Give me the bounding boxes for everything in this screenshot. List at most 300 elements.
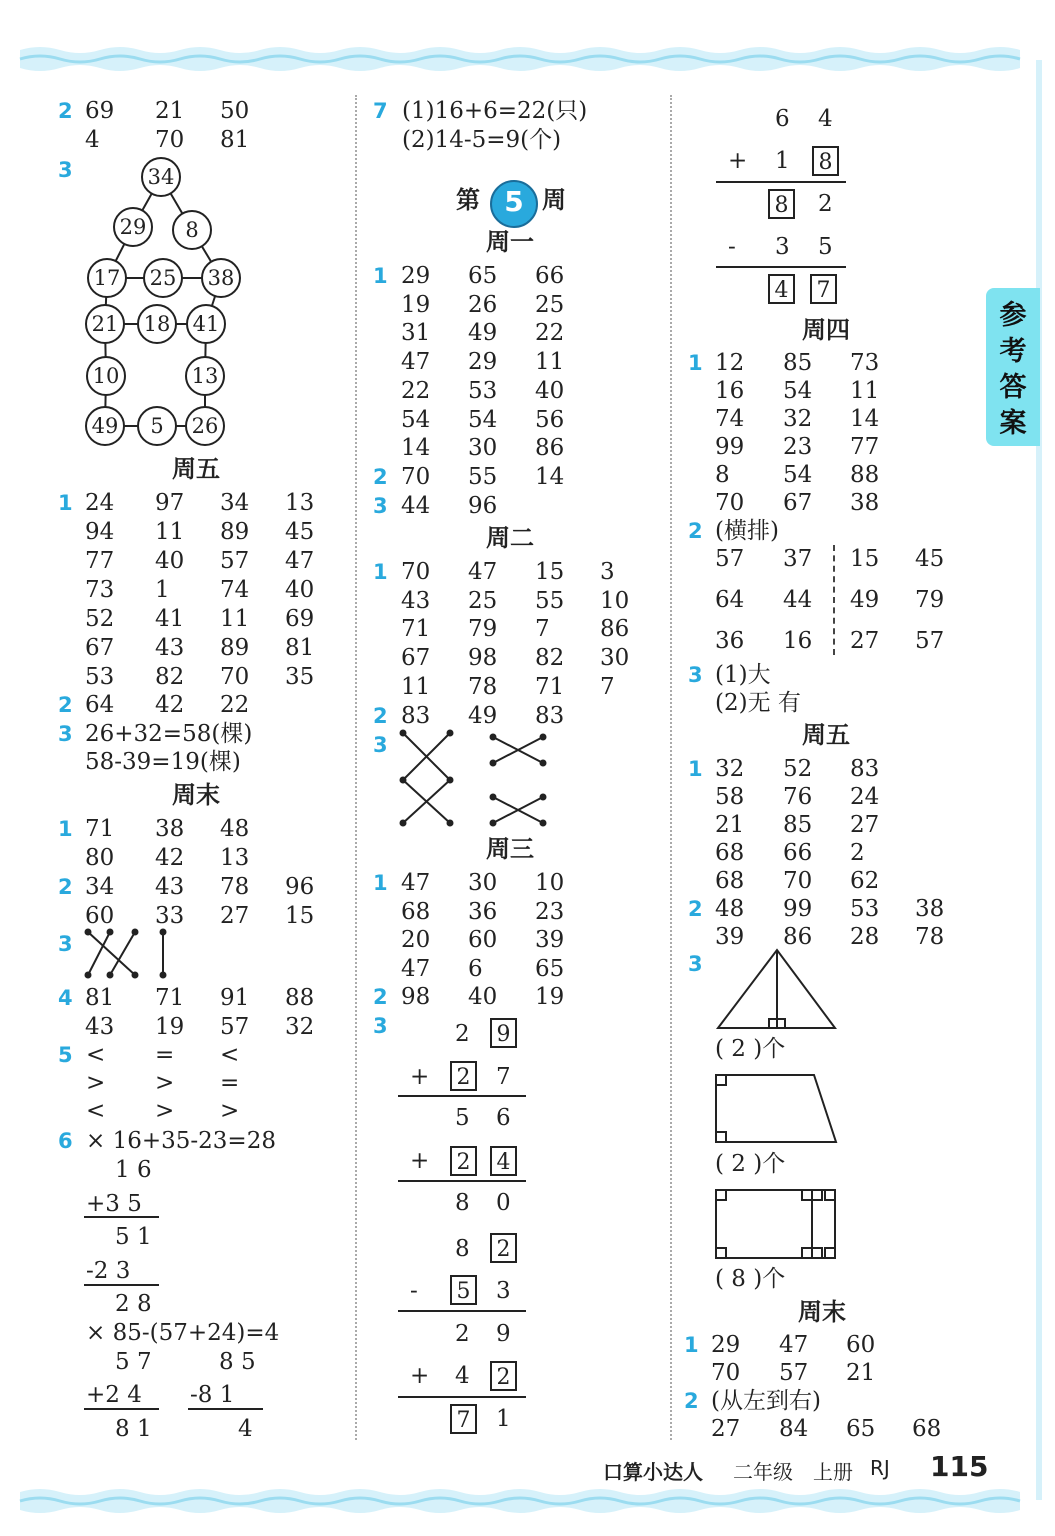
answer: 34	[85, 874, 115, 900]
answer: 81	[85, 985, 115, 1011]
answer: 54	[783, 378, 813, 404]
digit: 2	[455, 1021, 470, 1047]
vertical-calc: 8 1	[115, 1416, 152, 1442]
digit: 5	[455, 1105, 470, 1131]
answer: 21	[155, 98, 185, 124]
answer: 68	[715, 840, 745, 866]
section-title: 周一	[486, 228, 534, 256]
answer: 74	[220, 577, 250, 603]
answer: 65	[468, 263, 498, 289]
answer: 66	[783, 840, 813, 866]
answer: 68	[912, 1416, 942, 1442]
week-label-post: 周	[542, 186, 566, 214]
answer: 54	[783, 462, 813, 488]
answer-box: 2	[490, 1233, 517, 1263]
answer: 74	[715, 406, 745, 432]
answer: 70	[711, 1360, 741, 1386]
puzzle-circle: 5	[137, 406, 177, 446]
vertical-calc: 8 5	[219, 1349, 256, 1375]
page-number: 115	[930, 1450, 989, 1483]
answer: 27	[850, 628, 880, 654]
answer-box: 8	[812, 146, 839, 176]
answer: 79	[468, 616, 498, 643]
answer: 16	[783, 628, 813, 654]
answer: 43	[401, 587, 431, 614]
operator: -	[410, 1278, 418, 1304]
answer: 53	[85, 664, 115, 690]
answer: 81	[220, 127, 250, 153]
answer: 85	[783, 812, 813, 838]
vertical-calc: +3 5	[86, 1191, 142, 1217]
section-title: 周五	[802, 721, 850, 749]
answer: 56	[535, 406, 565, 433]
answer: 43	[155, 874, 185, 900]
vertical-calc: 2 8	[115, 1291, 152, 1317]
puzzle-circle: 17	[87, 258, 127, 298]
answer: 55	[468, 464, 498, 490]
answer: 44	[783, 587, 813, 613]
answer: 42	[155, 692, 185, 718]
answer: 71	[85, 816, 115, 842]
answer: 43	[85, 1014, 115, 1040]
answer: 6	[468, 956, 483, 983]
answer: 71	[535, 673, 565, 700]
puzzle-circle: 8	[172, 210, 212, 250]
q-number: 7	[373, 99, 388, 123]
answer: 68	[715, 868, 745, 894]
q-number: 1	[688, 351, 703, 375]
answer: 57	[915, 628, 945, 654]
answer: 88	[850, 462, 880, 488]
answer: 37	[783, 546, 813, 572]
answer: 68	[401, 898, 431, 925]
answer: 70	[155, 127, 185, 153]
answer: 83	[401, 703, 431, 729]
answer: 94	[85, 519, 115, 545]
puzzle-circle: 10	[86, 356, 126, 396]
answer: 47	[285, 548, 315, 574]
answer: 40	[285, 577, 315, 603]
q-number: 3	[373, 494, 388, 518]
answer: 12	[715, 350, 745, 376]
answer: 64	[85, 692, 115, 718]
digit: 2	[818, 191, 833, 217]
q-number: 2	[58, 875, 73, 899]
footer-volume: 上册	[813, 1460, 853, 1484]
section-title: 周五	[172, 455, 220, 483]
q-number: 5	[58, 1043, 73, 1067]
calc-line	[398, 1310, 526, 1312]
answer: 70	[783, 868, 813, 894]
answer: 83	[850, 756, 880, 782]
answer: 13	[220, 845, 250, 871]
calc-line	[398, 1095, 526, 1097]
comparison-sign: >	[220, 1098, 240, 1124]
answer: 71	[401, 616, 431, 643]
answer: 78	[468, 673, 498, 700]
answer: 62	[850, 868, 880, 894]
answer: 4	[85, 127, 100, 153]
footer-grade: 二年级	[733, 1460, 793, 1484]
answer: 10	[535, 870, 565, 896]
answer: 89	[220, 635, 250, 661]
comparison-sign: >	[155, 1098, 175, 1124]
puzzle-circle: 26	[185, 406, 225, 446]
answer: 47	[401, 349, 431, 376]
matching-lines	[80, 925, 180, 985]
answer: 55	[535, 587, 565, 614]
digit: 7	[496, 1064, 511, 1090]
calc-line	[398, 1396, 526, 1398]
answer: 84	[779, 1416, 809, 1442]
q-number: 1	[688, 757, 703, 781]
answer: 73	[850, 350, 880, 376]
answer: 15	[285, 903, 315, 929]
geometry-figures	[710, 945, 850, 1265]
answer: 88	[285, 985, 315, 1011]
q-number: 3	[58, 158, 73, 182]
answer: 89	[220, 519, 250, 545]
answer: 31	[401, 320, 431, 347]
answer: 49	[468, 703, 498, 729]
answer: 22	[535, 320, 565, 347]
answer: 73	[85, 577, 115, 603]
answer: 27	[711, 1416, 741, 1442]
q-number: 2	[684, 1389, 699, 1413]
q-number: 1	[684, 1333, 699, 1357]
week-number: 5	[504, 185, 524, 218]
answer: 22	[220, 692, 250, 718]
answer: 21	[846, 1360, 876, 1386]
answer: 14	[850, 406, 880, 432]
answer: 21	[715, 812, 745, 838]
answer: 15	[850, 546, 880, 572]
right-border	[1036, 60, 1042, 1500]
answer: 99	[783, 896, 813, 922]
digit: 3	[496, 1278, 511, 1304]
answer: 77	[85, 548, 115, 574]
answer: 34	[220, 490, 250, 516]
answer: 57	[715, 546, 745, 572]
answer: 85	[783, 350, 813, 376]
digit: 6	[775, 106, 790, 132]
q-number: 2	[373, 704, 388, 728]
answer-box: 2	[450, 1146, 477, 1176]
answer: 77	[850, 434, 880, 460]
answer: 11	[401, 673, 431, 700]
answer: 67	[401, 645, 431, 672]
comparison-sign: <	[86, 1098, 106, 1124]
answer: 30	[468, 435, 498, 462]
operator: +	[410, 1363, 430, 1389]
answer: 20	[401, 927, 431, 954]
digit: 6	[496, 1105, 511, 1131]
answer: 53	[468, 377, 498, 404]
q-number: 1	[373, 264, 388, 288]
puzzle-circle: 25	[143, 258, 183, 298]
digit: 4	[455, 1363, 470, 1389]
vertical-calc: 5 7	[115, 1349, 152, 1375]
section-title: 周三	[486, 835, 534, 863]
answer: 22	[401, 377, 431, 404]
puzzle-circle: 13	[185, 356, 225, 396]
equation: 58-39=19(棵)	[85, 749, 241, 775]
section-title: 周四	[802, 316, 850, 344]
comparison-sign: <	[220, 1042, 240, 1068]
calc-line	[716, 266, 846, 268]
comparison-sign: >	[155, 1070, 175, 1096]
answer: 78	[915, 924, 945, 950]
answer: 57	[779, 1360, 809, 1386]
answer: 11	[535, 349, 565, 376]
calc-line	[84, 1216, 159, 1218]
answer: 52	[783, 756, 813, 782]
answer: 86	[600, 616, 630, 643]
answer: 86	[783, 924, 813, 950]
footer-edition: RJ	[870, 1456, 890, 1480]
answer: 11	[220, 606, 250, 632]
answer-box: 7	[810, 274, 837, 304]
answer: 71	[155, 985, 185, 1011]
q-number: 3	[688, 663, 703, 687]
q-number: 3	[373, 733, 388, 757]
answer-box: 7	[450, 1404, 477, 1434]
answer: 60	[846, 1332, 876, 1358]
answer: 28	[850, 924, 880, 950]
answer: 82	[535, 645, 565, 672]
answer: 41	[155, 606, 185, 632]
answer: 3	[600, 559, 615, 585]
answer: 54	[401, 406, 431, 433]
answer: 45	[915, 546, 945, 572]
answer: 32	[783, 406, 813, 432]
q-number: 2	[373, 465, 388, 489]
answer: 69	[285, 606, 315, 632]
answer: 96	[285, 874, 315, 900]
answer: 30	[600, 645, 630, 672]
answer: 32	[715, 756, 745, 782]
comparison-sign: <	[86, 1042, 106, 1068]
answer: 23	[535, 898, 565, 925]
comparison-sign: >	[86, 1070, 106, 1096]
answer: 36	[468, 898, 498, 925]
answer: 33	[155, 903, 185, 929]
answer: 14	[535, 464, 565, 490]
answer: 66	[535, 263, 565, 289]
answer: 25	[535, 291, 565, 318]
answer: 47	[401, 956, 431, 983]
comparison-sign: =	[155, 1042, 175, 1068]
answer: 48	[715, 896, 745, 922]
answer: 54	[468, 406, 498, 433]
answer: 39	[715, 924, 745, 950]
puzzle-circle: 41	[186, 304, 226, 344]
puzzle-circle: 38	[201, 258, 241, 298]
puzzle-circle: 18	[137, 304, 177, 344]
answer: 40	[535, 377, 565, 404]
calc-line	[84, 1284, 159, 1286]
vertical-calc: 5 1	[115, 1224, 152, 1250]
answer: 91	[220, 985, 250, 1011]
calc-line	[84, 1408, 159, 1410]
answer: 69	[85, 98, 115, 124]
q-number: 2	[688, 519, 703, 543]
answer-box: 4	[490, 1146, 517, 1176]
answer: 24	[85, 490, 115, 516]
answer-box: 9	[490, 1018, 517, 1048]
answer: 15	[535, 559, 565, 585]
answer: 44	[401, 493, 431, 519]
bottom-wave-border	[0, 1484, 1055, 1518]
count-answer: ( 2 )个	[715, 1036, 786, 1062]
answer: 96	[468, 493, 498, 519]
answer: 7	[600, 673, 615, 700]
answer: (2)无 有	[715, 690, 801, 716]
q-number: 4	[58, 986, 73, 1010]
note: (从左到右)	[711, 1388, 821, 1414]
answer: 86	[535, 435, 565, 462]
equation: × 85-(57+24)=4	[86, 1320, 280, 1346]
answer: 70	[220, 664, 250, 690]
q-number: 3	[58, 722, 73, 746]
digit: 4	[818, 106, 833, 132]
q-number: 6	[58, 1129, 73, 1153]
answer: 29	[711, 1332, 741, 1358]
q-number: 3	[58, 932, 73, 956]
answer: 29	[468, 349, 498, 376]
answer: 70	[715, 490, 745, 516]
q-number: 2	[373, 985, 388, 1009]
operator: +	[728, 148, 748, 174]
answer: 35	[285, 664, 315, 690]
answer: 97	[155, 490, 185, 516]
equation: 26+32=58(棵)	[85, 721, 253, 747]
answer: 70	[401, 464, 431, 490]
answer: 2	[850, 840, 865, 866]
answer: 79	[915, 587, 945, 613]
answer: 19	[401, 291, 431, 318]
answer: 8	[715, 462, 730, 488]
answer: 47	[468, 559, 498, 585]
answer: 32	[285, 1014, 315, 1040]
answer: 57	[220, 1014, 250, 1040]
answer: 43	[155, 635, 185, 661]
operator: -	[728, 234, 736, 260]
section-title: 周末	[172, 781, 220, 809]
answer: 47	[779, 1332, 809, 1358]
answer: 98	[401, 984, 431, 1010]
digit: 9	[496, 1321, 511, 1347]
digit: 1	[496, 1406, 511, 1432]
answer: 19	[155, 1014, 185, 1040]
answer: 30	[468, 870, 498, 896]
answer: 60	[468, 927, 498, 954]
answer: 40	[468, 984, 498, 1010]
answer: 81	[285, 635, 315, 661]
answer: 42	[155, 845, 185, 871]
digit: 8	[455, 1190, 470, 1216]
answer: 52	[85, 606, 115, 632]
answer: 58	[715, 784, 745, 810]
puzzle-circle: 29	[113, 207, 153, 247]
digit: 3	[775, 234, 790, 260]
answer: 19	[535, 984, 565, 1010]
side-tab-label: 参考答案	[999, 300, 1027, 439]
answer: 53	[850, 896, 880, 922]
puzzle-circle: 21	[85, 304, 125, 344]
answer: 64	[715, 587, 745, 613]
answer-box: 2	[490, 1361, 517, 1391]
digit: 0	[496, 1190, 511, 1216]
digit: 8	[455, 1236, 470, 1262]
answer: 67	[783, 490, 813, 516]
digit: 1	[775, 148, 790, 174]
section-title: 周二	[486, 524, 534, 552]
q-number: 2	[58, 693, 73, 717]
answer: 83	[535, 703, 565, 729]
answer: 11	[850, 378, 880, 404]
answer: 57	[220, 548, 250, 574]
calc-line	[188, 1408, 263, 1410]
answer: 13	[285, 490, 315, 516]
answer: 49	[850, 587, 880, 613]
puzzle-circle: 34	[141, 157, 181, 197]
answer: 99	[715, 434, 745, 460]
answer: 24	[850, 784, 880, 810]
calc-line	[398, 1180, 526, 1182]
digit: 5	[818, 234, 833, 260]
puzzle-circle: 49	[85, 406, 125, 446]
answer: 39	[535, 927, 565, 954]
answer: 65	[846, 1416, 876, 1442]
vertical-calc: -8 1	[190, 1382, 235, 1408]
answer: 60	[85, 903, 115, 929]
answer: 67	[85, 635, 115, 661]
calc-line	[716, 181, 846, 183]
vertical-calc: 1 6	[115, 1157, 152, 1183]
answer: 80	[85, 845, 115, 871]
q-number: 2	[58, 99, 73, 123]
operator: +	[410, 1148, 430, 1174]
equation: (2)14-5=9(个)	[402, 127, 562, 153]
answer: 65	[535, 956, 565, 983]
answer: 36	[715, 628, 745, 654]
vertical-separator	[833, 545, 835, 655]
matching-lines	[395, 725, 555, 830]
answer: 38	[915, 896, 945, 922]
answer: 78	[220, 874, 250, 900]
answer: 29	[401, 263, 431, 289]
q-number: 3	[688, 952, 703, 976]
q-number: 1	[373, 560, 388, 584]
vertical-calc: +2 4	[86, 1382, 142, 1408]
answer-box: 4	[768, 274, 795, 304]
answer: 14	[401, 435, 431, 462]
vertical-calc: -2 3	[86, 1258, 131, 1284]
answer: 38	[850, 490, 880, 516]
answer: (1)大	[715, 662, 771, 688]
answer: 27	[850, 812, 880, 838]
answer: 82	[155, 664, 185, 690]
equation: × 16+35-23=28	[86, 1128, 276, 1154]
answer: 98	[468, 645, 498, 672]
vertical-calc: 4	[238, 1416, 253, 1442]
answer: 38	[155, 816, 185, 842]
answer: 7	[535, 616, 550, 643]
answer: 16	[715, 378, 745, 404]
digit: 2	[455, 1321, 470, 1347]
count-answer: ( 2 )个	[715, 1151, 786, 1177]
